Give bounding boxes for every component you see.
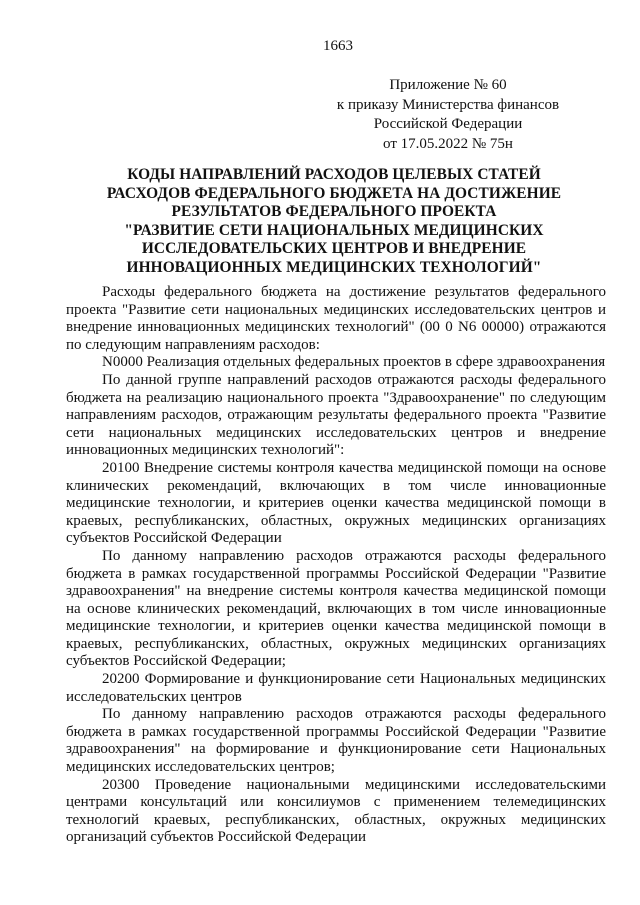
appendix-header <box>318 76 578 154</box>
code-20100-heading: 20100 Внедрение системы контроля качества медицинской помощи на основе клинических рекомендаций, включающих в том числе инновационные медицинские технологии, и критериев оценки качества медицинской помощи в краевых, республиканских, областных, окружных медицинских организациях субъектов Российской Федерации <box>66 459 606 547</box>
title-line: "РАЗВИТИЕ СЕТИ НАЦИОНАЛЬНЫХ МЕДИЦИНСКИХ <box>124 221 544 239</box>
code-20200-description: По данному направлению расходов отражаются расходы федерального бюджета в рамках государственной программы Российской Федерации "Развитие здравоохранения" на формирование и функционирование сети Национальных медицинских исследовательских центров; <box>66 706 606 776</box>
code-n0000-heading: N0000 Реализация отдельных федеральных проектов в сфере здравоохранения <box>102 354 606 371</box>
title-line: РАСХОДОВ ФЕДЕРАЛЬНОГО БЮДЖЕТА НА ДОСТИЖЕНИЕ <box>106 184 562 202</box>
title-line: ИССЛЕДОВАТЕЛЬСКИХ ЦЕНТРОВ И ВНЕДРЕНИЕ <box>141 240 527 257</box>
code-20300-heading: 20300 Проведение национальными медицинскими исследовательскими центрами консультаций или консилиумов с применением телемедицинских технологий краевых, республиканских, областных, окружных медицинских организаций субъектов Российской Федерации <box>66 776 606 846</box>
document-body <box>66 284 606 847</box>
title-line: ИННОВАЦИОННЫХ МЕДИЦИНСКИХ ТЕХНОЛОГИЙ" <box>126 258 542 276</box>
page-number: 1663 <box>323 38 353 54</box>
title-line: КОДЫ НАПРАВЛЕНИЙ РАСХОДОВ ЦЕЛЕВЫХ СТАТЕЙ <box>127 166 541 183</box>
appendix-country: Российской Федерации <box>373 116 523 132</box>
code-20100-description: По данному направлению расходов отражаются расходы федерального бюджета в рамках государственной программы Российской Федерации "Развитие здравоохранения" на внедрение системы контроля качества медицинской помощи на основе клинических рекомендаций, включающих в том числе инновационные медицинские технологии, и критериев оценки качества медицинской помощи в краевых, республиканских, областных, окружных медицинских организациях субъектов Российской Федерации; <box>66 547 606 670</box>
appendix-date: от 17.05.2022 № 75н <box>383 135 513 152</box>
appendix-order-ref: к приказу Министерства финансов <box>336 96 560 113</box>
title-line: РЕЗУЛЬТАТОВ ФЕДЕРАЛЬНОГО ПРОЕКТА <box>171 203 497 220</box>
document-title <box>60 166 608 277</box>
intro-paragraph: Расходы федерального бюджета на достижение результатов федерального проекта "Развитие сети национальных медицинских исследовательских центров и внедрение инновационных медицинских технологий" (00 0 N6 00000) отражаются по следующим направлениям расходов: <box>66 284 606 353</box>
code-20200-heading: 20200 Формирование и функционирование сети Национальных медицинских исследовательских центров <box>66 671 606 705</box>
code-n0000-description: По данной группе направлений расходов отражаются расходы федерального бюджета на реализацию национального проекта "Здравоохранение" по следующим направлениям расходов, отражающим результаты федерального проекта "Развитие сети национальных медицинских исследовательских центров и внедрение инновационных медицинских технологий": <box>66 371 606 459</box>
appendix-number: Приложение № 60 <box>389 77 507 93</box>
